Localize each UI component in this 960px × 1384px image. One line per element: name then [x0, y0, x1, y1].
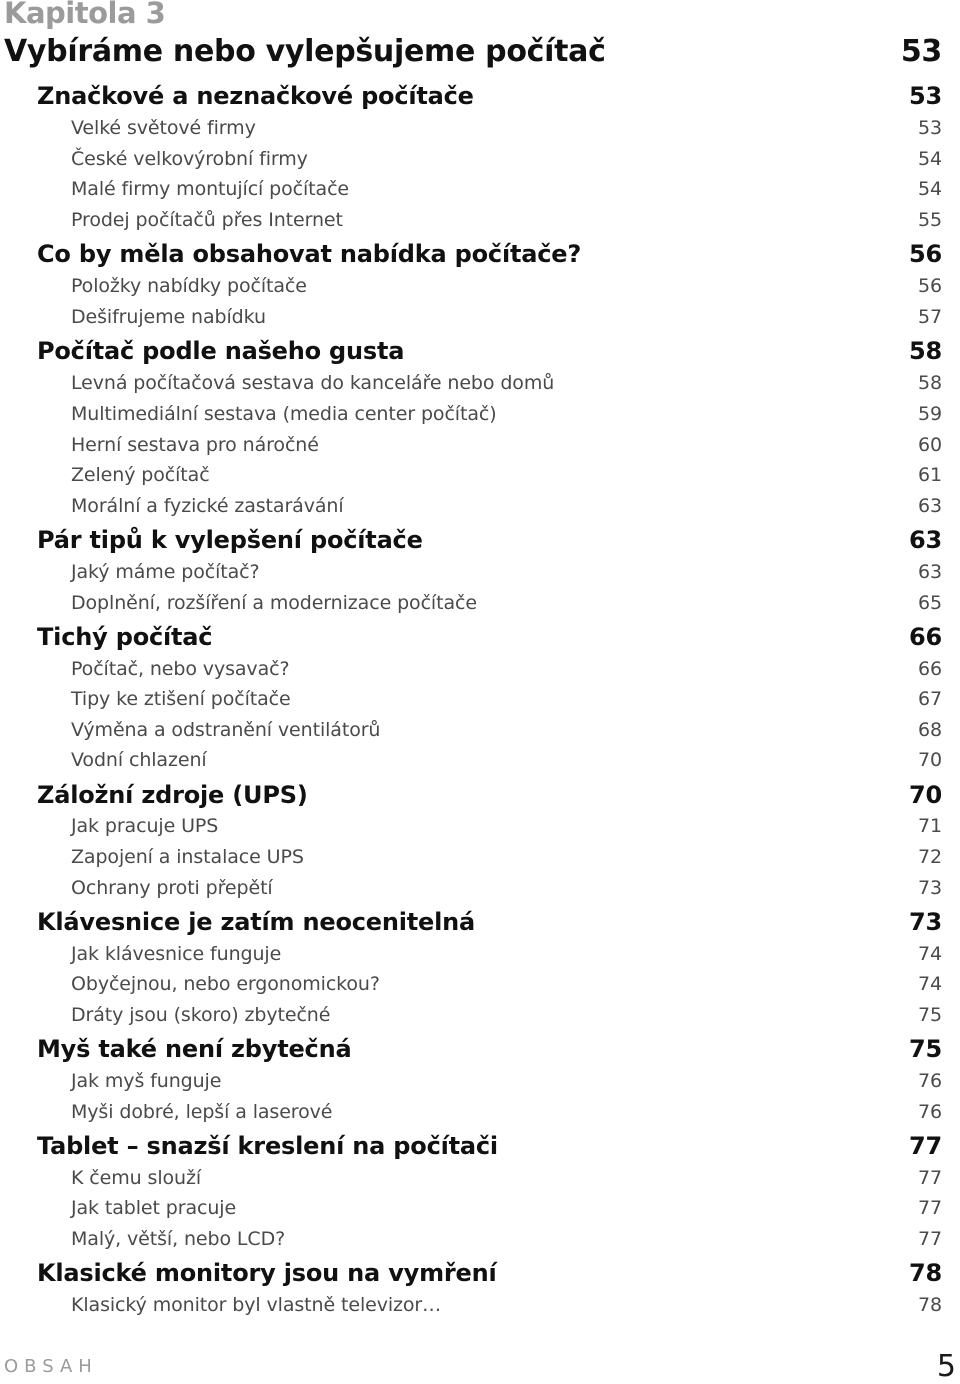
toc-section-title: Myš také není zbytečná: [37, 1035, 352, 1063]
toc-item-title: Morální a fyzické zastarávání: [71, 495, 344, 517]
toc-item-page: 71: [918, 815, 942, 837]
toc-item-page: 77: [918, 1197, 942, 1219]
toc-item-entry[interactable]: [71, 943, 942, 965]
toc-chapter-title: Vybíráme nebo vylepšujeme počítač: [4, 34, 606, 69]
toc-item-title: Jak myš funguje: [71, 1070, 222, 1092]
toc-item-title: Herní sestava pro náročné: [71, 434, 319, 456]
toc-item-page: 76: [918, 1101, 942, 1123]
toc-item-entry[interactable]: [71, 1228, 942, 1250]
toc-section-entry[interactable]: [37, 337, 942, 365]
toc-item-page: 59: [918, 403, 942, 425]
toc-item-title: Levná počítačová sestava do kanceláře nebo domů: [71, 372, 555, 394]
toc-section-title: Klasické monitory jsou na vymření: [37, 1259, 497, 1287]
toc-section-page: 56: [909, 240, 942, 268]
toc-item-page: 67: [918, 688, 942, 710]
toc-item-title: Zelený počítač: [71, 464, 210, 486]
toc-item-page: 53: [918, 117, 942, 139]
toc-item-page: 55: [918, 209, 942, 231]
toc-item-entry[interactable]: [71, 464, 942, 486]
toc-section-page: 53: [909, 82, 942, 110]
toc-item-title: Velké světové firmy: [71, 117, 256, 139]
toc-item-title: Myši dobré, lepší a laserové: [71, 1101, 333, 1123]
toc-item-page: 77: [918, 1228, 942, 1250]
toc-item-title: Multimediální sestava (media center počítač): [71, 403, 497, 425]
toc-item-title: Malé firmy montující počítače: [71, 178, 350, 200]
toc-section-title: Tablet – snazší kreslení na počítači: [37, 1132, 498, 1160]
toc-chapter-page: 53: [900, 34, 942, 69]
toc-item-entry[interactable]: [71, 846, 942, 868]
toc-item-title: Obyčejnou, nebo ergonomickou?: [71, 973, 380, 995]
toc-item-title: Tipy ke ztišení počítače: [71, 688, 291, 710]
toc-item-entry[interactable]: [71, 495, 942, 517]
toc-item-title: Doplnění, rozšíření a modernizace počítače: [71, 592, 477, 614]
toc-section-page: 58: [909, 337, 942, 365]
toc-item-page: 66: [918, 658, 942, 680]
page-number: 5: [936, 1349, 956, 1384]
chapter-label: Kapitola 3: [4, 0, 166, 30]
toc-section-title: Záložní zdroje (UPS): [37, 781, 308, 809]
toc-section-entry[interactable]: [37, 240, 942, 268]
toc-item-page: 68: [918, 719, 942, 741]
toc-item-title: Jak klávesnice funguje: [71, 943, 282, 965]
toc-item-entry[interactable]: [71, 1197, 942, 1219]
toc-item-entry[interactable]: [71, 434, 942, 456]
toc-item-title: Ochrany proti přepětí: [71, 877, 273, 899]
toc-item-page: 74: [918, 943, 942, 965]
toc-section-entry[interactable]: [37, 623, 942, 651]
toc-item-entry[interactable]: [71, 178, 942, 200]
toc-item-entry[interactable]: [71, 403, 942, 425]
toc-chapter-entry[interactable]: [4, 34, 942, 69]
toc-section-entry[interactable]: [37, 526, 942, 554]
toc-item-title: Malý, větší, nebo LCD?: [71, 1228, 286, 1250]
toc-item-title: Prodej počítačů přes Internet: [71, 209, 343, 231]
toc-section-page: 78: [909, 1259, 942, 1287]
toc-section-page: 75: [909, 1035, 942, 1063]
toc-item-entry[interactable]: [71, 1294, 942, 1316]
toc-item-title: Vodní chlazení: [71, 749, 207, 771]
toc-item-page: 78: [918, 1294, 942, 1316]
toc-item-title: Jaký máme počítač?: [71, 561, 260, 583]
toc-item-entry[interactable]: [71, 1101, 942, 1123]
toc-item-entry[interactable]: [71, 1070, 942, 1092]
toc-section-entry[interactable]: [37, 1035, 942, 1063]
toc-item-entry[interactable]: [71, 973, 942, 995]
toc-section-page: 73: [909, 908, 942, 936]
toc-item-title: Dráty jsou (skoro) zbytečné: [71, 1004, 331, 1026]
toc-item-entry[interactable]: [71, 749, 942, 771]
toc-item-entry[interactable]: [71, 148, 942, 170]
toc-section-entry[interactable]: [37, 1132, 942, 1160]
toc-item-page: 63: [918, 561, 942, 583]
toc-item-title: Klasický monitor byl vlastně televizor…: [71, 1294, 442, 1316]
toc-section-title: Klávesnice je zatím neocenitelná: [37, 908, 476, 936]
toc-section-page: 66: [909, 623, 942, 651]
footer-section-label: OBSAH: [4, 1356, 98, 1377]
toc-section-title: Pár tipů k vylepšení počítače: [37, 526, 423, 554]
toc-item-page: 56: [918, 275, 942, 297]
toc-section-title: Co by měla obsahovat nabídka počítače?: [37, 240, 582, 268]
toc-section-entry[interactable]: [37, 1259, 942, 1287]
toc-item-entry[interactable]: [71, 592, 942, 614]
toc-item-entry[interactable]: [71, 688, 942, 710]
toc-section-title: Počítač podle našeho gusta: [37, 337, 405, 365]
toc-item-page: 61: [918, 464, 942, 486]
toc-item-page: 60: [918, 434, 942, 456]
toc-item-page: 58: [918, 372, 942, 394]
toc-item-title: Položky nabídky počítače: [71, 275, 307, 297]
toc-item-page: 65: [918, 592, 942, 614]
toc-item-page: 74: [918, 973, 942, 995]
toc-item-page: 73: [918, 877, 942, 899]
toc-item-entry[interactable]: [71, 1004, 942, 1026]
toc-item-page: 54: [918, 148, 942, 170]
toc-item-entry[interactable]: [71, 815, 942, 837]
toc-item-entry[interactable]: [71, 1167, 942, 1189]
toc-item-title: Jak tablet pracuje: [71, 1197, 237, 1219]
toc-item-entry[interactable]: [71, 275, 942, 297]
toc-section-page: 63: [909, 526, 942, 554]
toc-section-title: Značkové a neznačkové počítače: [37, 82, 474, 110]
toc-item-title: Zapojení a instalace UPS: [71, 846, 304, 868]
toc-item-page: 77: [918, 1167, 942, 1189]
toc-item-page: 76: [918, 1070, 942, 1092]
toc-item-page: 75: [918, 1004, 942, 1026]
toc-item-page: 63: [918, 495, 942, 517]
toc-section-entry[interactable]: [37, 82, 942, 110]
toc-item-page: 57: [918, 306, 942, 328]
toc-item-entry[interactable]: [71, 117, 942, 139]
toc-item-entry[interactable]: [71, 877, 942, 899]
toc-item-entry[interactable]: [71, 561, 942, 583]
toc-item-title: Výměna a odstranění ventilátorů: [71, 719, 381, 741]
toc-item-title: K čemu slouží: [71, 1167, 202, 1189]
toc-section-entry[interactable]: [37, 781, 942, 809]
toc-item-title: Počítač, nebo vysavač?: [71, 658, 290, 680]
toc-item-page: 72: [918, 846, 942, 868]
toc-section-entry[interactable]: [37, 908, 942, 936]
toc-item-page: 54: [918, 178, 942, 200]
toc-item-title: Dešifrujeme nabídku: [71, 306, 266, 328]
toc-item-entry[interactable]: [71, 719, 942, 741]
toc-item-title: Jak pracuje UPS: [71, 815, 219, 837]
toc-item-page: 70: [918, 749, 942, 771]
toc-item-entry[interactable]: [71, 658, 942, 680]
toc-item-title: České velkovýrobní firmy: [71, 148, 308, 170]
toc-item-entry[interactable]: [71, 372, 942, 394]
toc-item-entry[interactable]: [71, 209, 942, 231]
toc-item-entry[interactable]: [71, 306, 942, 328]
toc-section-page: 70: [909, 781, 942, 809]
toc-section-page: 77: [909, 1132, 942, 1160]
toc-section-title: Tichý počítač: [37, 623, 213, 651]
